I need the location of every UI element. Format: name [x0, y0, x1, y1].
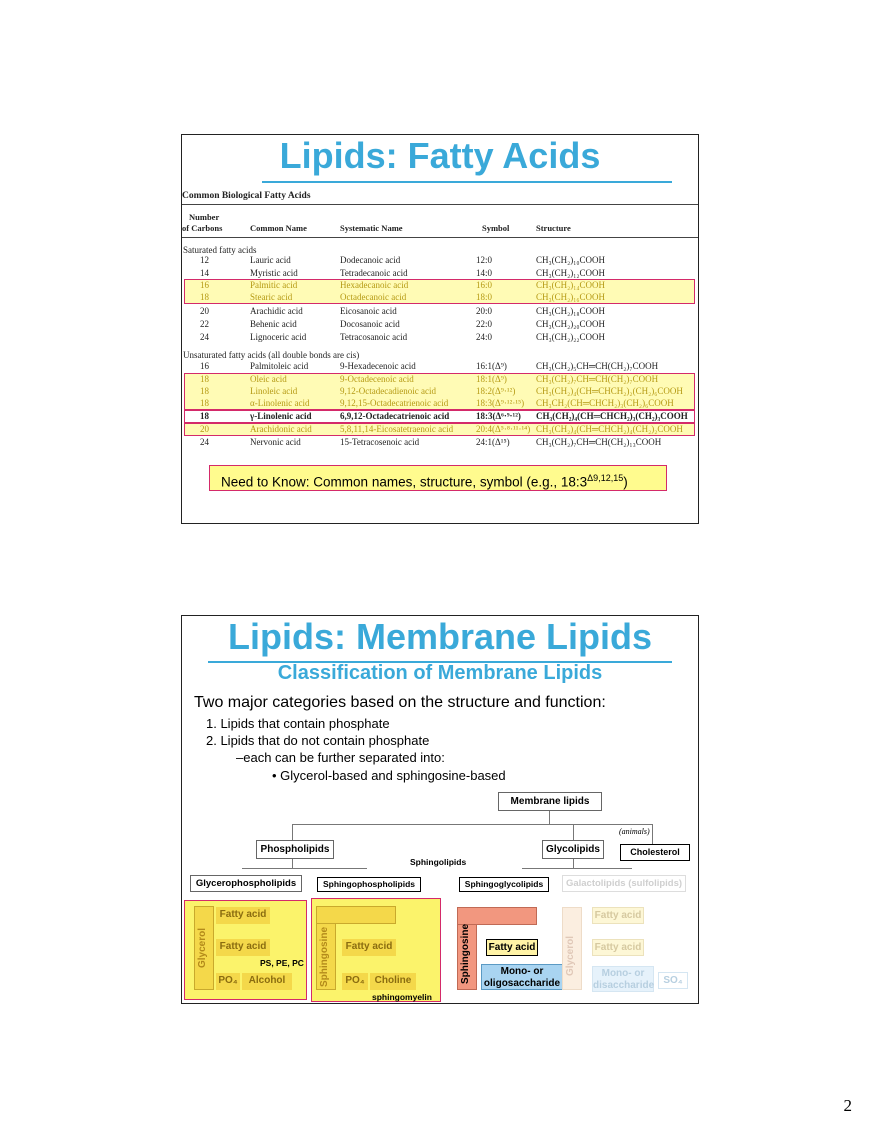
table-row: 18 γ-Linolenic acid 6,9,12-Octadecatrienoic acid 18:3(Δ⁶·⁹·¹²) CH₃(CH₂)₄(CH═CHCH₂)₃(CH₂)₃COOH — [200, 411, 688, 421]
so4-segment-faint: SO₄ — [658, 972, 688, 989]
node-cholesterol: Cholesterol — [620, 844, 690, 861]
sphingosine-label-glyco: Sphingosine — [460, 924, 471, 984]
slide-title: Lipids: Fatty Acids — [279, 135, 601, 176]
glycerol-label-faint: Glycerol — [565, 935, 576, 977]
page-number: 2 — [843, 1096, 852, 1115]
col-header-number: Number — [189, 212, 220, 222]
slide-title: Lipids: Membrane Lipids — [227, 616, 653, 657]
table-row: 18 Oleic acid 9-Octadecenoic acid 18:1(Δ⁹) CH₃(CH₂)₇CH═CH(CH₂)₇COOH — [200, 374, 659, 384]
slide-subtitle: Classification of Membrane Lipids — [277, 662, 603, 684]
tree-line — [292, 859, 293, 868]
tree-line — [242, 868, 367, 869]
sphingolipids-label: Sphingolipids — [410, 857, 467, 867]
node-galactolipids: Galactolipids (sulfolipids) — [562, 875, 686, 892]
slide-fatty-acids — [181, 134, 699, 524]
fatty-acid-segment: Fatty acid — [216, 939, 270, 956]
table-row: 20 Arachidic acid Eicosanoic acid 20:0 CH₃(CH₂)₁₈COOH — [200, 306, 606, 316]
col-header-symbol: Symbol — [482, 223, 510, 233]
sphingomyelin-label: sphingomyelin — [372, 992, 432, 1002]
node-glycolipids: Glycolipids — [542, 840, 604, 859]
col-header-structure: Structure — [536, 223, 571, 233]
list-item: 2. Lipids that do not contain phosphate — [206, 733, 430, 748]
table-row: 22 Behenic acid Docosanoic acid 22:0 CH₃(CH₂)₂₀COOH — [200, 319, 606, 329]
node-glycerophospholipids: Glycerophospholipids — [190, 875, 302, 892]
section-saturated: Saturated fatty acids — [183, 245, 257, 255]
node-sphingoglycolipids: Sphingoglycolipids — [459, 877, 549, 892]
tree-line — [522, 868, 632, 869]
node-sphingophospholipids: Sphingophospholipids — [317, 877, 421, 892]
list-subitem: –each can be further separated into: — [236, 750, 445, 765]
node-phospholipids: Phospholipids — [256, 840, 334, 859]
po4-segment: PO₄ — [342, 973, 368, 990]
ps-pe-pc-label: PS, PE, PC — [260, 958, 304, 968]
node-membrane-lipids: Membrane lipids — [498, 792, 602, 811]
table-rule — [182, 237, 698, 238]
fatty-acid-segment-faint: Fatty acid — [592, 939, 644, 956]
slide-membrane-lipids — [181, 615, 699, 1004]
oligosaccharide-segment: Mono- or oligosaccharide — [481, 964, 563, 990]
glycerol-label: Glycerol — [197, 927, 208, 969]
table-row: 24 Nervonic acid 15-Tetracosenoic acid 24:1(Δ¹⁵) CH₃(CH₂)₇CH═CH(CH₂)₁₃COOH — [200, 437, 662, 447]
need-to-know-callout: Need to Know: Common names, structure, symbol (e.g., $18:3^{\Delta 9,12,15}$) — [209, 465, 667, 491]
intro-text: Two major categories based on the structure and function: — [194, 694, 606, 711]
sphingosine-arm — [316, 906, 396, 924]
table-title: Common Biological Fatty Acids — [182, 191, 311, 201]
sphingosine-label: Sphingosine — [319, 927, 330, 987]
list-item: 1. Lipids that contain phosphate — [206, 716, 390, 731]
table-row: 16 Palmitic acid Hexadecanoic acid 16:0 CH₃(CH₂)₁₄COOH — [200, 280, 606, 290]
col-header-systematic: Systematic Name — [340, 223, 403, 233]
fatty-acid-segment: Fatty acid — [216, 907, 270, 924]
tree-line — [292, 824, 293, 840]
animals-label: (animals) — [619, 827, 650, 836]
table-row: 16 Palmitoleic acid 9-Hexadecenoic acid 16:1(Δ⁹) CH₃(CH₂)₅CH═CH(CH₂)₇COOH — [200, 361, 659, 371]
disaccharide-segment-faint: Mono- or disaccharide — [593, 968, 655, 991]
table-row: 12 Lauric acid Dodecanoic acid 12:0 CH₃(CH₂)₁₀COOH — [200, 255, 606, 265]
table-rule — [182, 204, 698, 205]
alcohol-segment: Alcohol — [242, 973, 292, 990]
fatty-acid-segment: Fatty acid — [342, 939, 396, 956]
choline-segment: Choline — [370, 973, 416, 990]
table-row: 20 Arachidonic acid 5,8,11,14-Eicosatetraenoic acid 20:4(Δ⁵·⁸·¹¹·¹⁴) CH₃(CH₂)₄(CH═CHCH₂)₄(CH₂)₂COOH — [200, 424, 683, 434]
table-row: 14 Myristic acid Tetradecanoic acid 14:0 CH₃(CH₂)₁₂COOH — [200, 268, 606, 278]
tree-line — [549, 811, 550, 824]
fatty-acid-segment-faint: Fatty acid — [592, 907, 644, 924]
section-unsaturated: Unsaturated fatty acids (all double bonds are cis) — [183, 350, 360, 360]
table-row: 18 Linoleic acid 9,12-Octadecadienoic acid 18:2(Δ⁹·¹²) CH₃(CH₂)₄(CH═CHCH₂)₂(CH₂)₆COOH — [200, 386, 683, 396]
tree-line — [573, 859, 574, 868]
title-underline — [262, 181, 672, 183]
list-subitem: • Glycerol-based and sphingosine-based — [272, 768, 506, 783]
po4-segment: PO₄ — [216, 973, 240, 990]
table-row: 18 Stearic acid Octadecanoic acid 18:0 CH₃(CH₂)₁₆COOH — [200, 292, 606, 302]
table-row: 18 α-Linolenic acid 9,12,15-Octadecatrienoic acid 18:3(Δ⁹·¹²·¹⁵) CH₃CH₂(CH═CHCH₂)₃(CH₂)₆COOH — [200, 398, 674, 408]
tree-line — [573, 824, 574, 840]
tree-line — [292, 824, 652, 825]
col-header-common: Common Name — [250, 223, 307, 233]
tree-line — [652, 824, 653, 844]
col-header-carbons: of Carbons — [182, 223, 223, 233]
table-row: 24 Lignoceric acid Tetracosanoic acid 24:0 CH₃(CH₂)₂₂COOH — [200, 332, 606, 342]
fatty-acid-segment-glyco: Fatty acid — [486, 939, 538, 956]
